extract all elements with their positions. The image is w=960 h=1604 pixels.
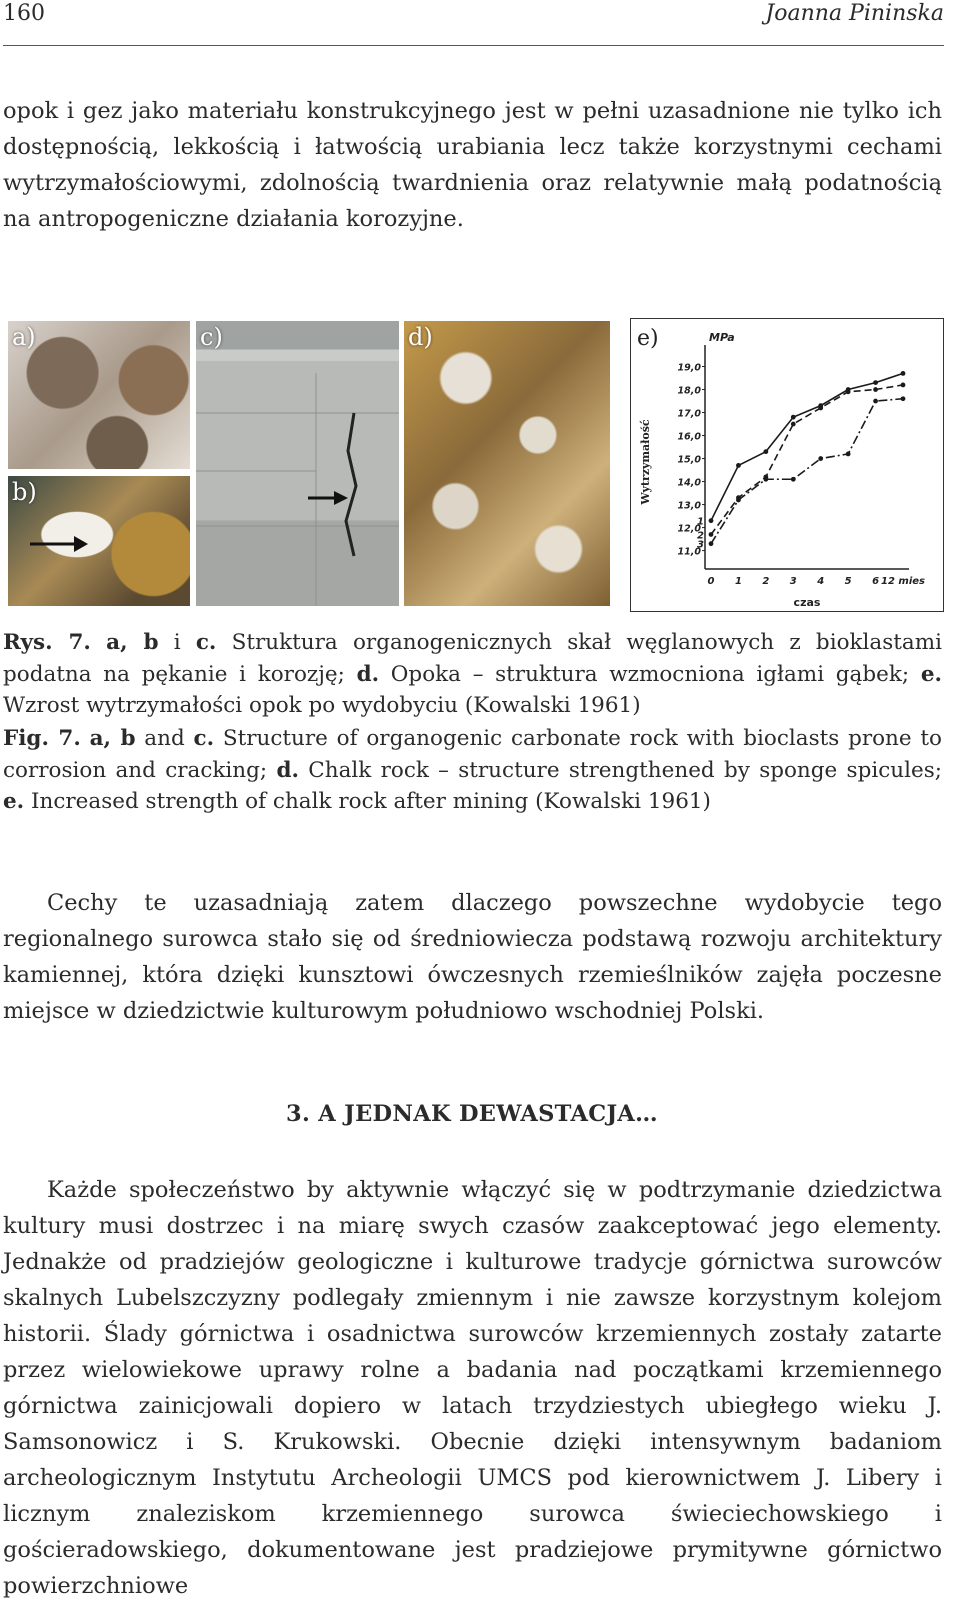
y-tick-label: 11,0 [677,546,701,558]
series-label-1: 1 [697,516,704,528]
photo-panel-d [404,321,610,606]
data-point [846,389,851,394]
y-tick-label: 18,0 [677,385,701,397]
caption-en-text1: Structure of organogenic carbonate rock with bioclasts prone to corrosion and cracking; [3,726,942,783]
x-tick-label: 4 [817,576,825,587]
data-point [791,477,796,482]
body-paragraph-1: opok i gez jako materiału konstrukcyjnego jest w pełni uzasadnione nie tylko ich dostępnością, lekkością i łatwością urabiania lecz także korzystnymi cechami wytrzymałościowymi, zdolnością twardnienia oraz relatywnie małą podatnością na antropogeniczne działania korozyjne. [3,98,942,232]
caption-polish [3,627,942,722]
data-point [818,456,823,461]
x-tick-label: 1 [734,576,742,587]
data-point [873,399,878,404]
caption-pl-fig-number: Rys. 7. [3,630,91,655]
photo-panel-b [8,476,190,606]
data-point [709,541,714,546]
caption-pl-d: d. [356,661,380,687]
x-axis-label: czas [793,596,821,609]
panel-label-c: c) [200,323,223,351]
x-tick-label: 3 [789,576,797,587]
chart-panel-e [630,318,944,612]
x-tick-label: 6 [872,576,880,587]
body-paragraph-3-text: Każde społeczeństwo by aktywnie włączyć się w podtrzymanie dziedzictwa kultury musi dostrzec i na miarę swych czasów zaakceptować jego elementy. Jednakże od pradziejów geologiczne i kulturowe tradycje górnictwa surowców skalnych Lubelszczyzny podlegały zmiennym i nie zawsze korzystnym kolejom historii. Ślady górnictwa i osadnictwa surowców krzemiennych zostały zatarte przez wielowiekowe uprawy rolne a badania nad początkami krzemiennego górnictwa zainicjowali dopiero w latach trzydziestych ubiegłego wieku J. Samsonowicz i S. Krukowski. Obecnie dzięki intensywnym badaniom archeologicznym Instytutu Archeologii UMCS pod kierownictwem J. Libery i licznym znaleziskom krzemiennego surowca świeciechowskiego i gościeradowskiego, dokumentowane jest pradziejowe prymitywne górnictwo powierzchniowe [3,1177,942,1599]
y-tick-label: 15,0 [677,454,701,466]
y-tick-label: 17,0 [677,408,701,420]
y-tick-label: 16,0 [677,431,701,443]
x-tick-label: 5 [844,576,852,587]
caption-english [3,723,942,818]
caption-pl-ab: a, b [106,630,159,655]
y-axis-label: Wytrzymałość [639,419,652,505]
x-tick-label: 12 mies [881,576,925,587]
panel-label-e: e) [637,326,659,351]
series-line-3 [711,399,903,544]
photo-panel-a [8,321,190,469]
series-line-2 [711,385,903,535]
body-paragraph-2-text: Cechy te uzasadniają zatem dlaczego powszechne wydobycie tego regionalnego surowca stało się od średniowiecza podstawą rozwoju architektury kamiennej, która dzięki kunsztowi ówczesnych rzemieślników zajęła poczesne miejsce w dziedzictwie kulturowym południowo wschodniej Polski. [3,890,942,1024]
y-tick-label: 12,0 [677,523,701,535]
caption-en-text3: Increased strength of chalk rock after mining (Kowalski 1961) [24,789,711,814]
photo-panel-c [196,321,399,606]
data-point [709,532,714,537]
panel-label-d: d) [408,323,433,351]
running-header [0,0,944,40]
x-tick-label: 0 [707,576,715,587]
figure-7 [3,318,944,618]
y-tick-label: 13,0 [677,500,701,512]
data-point [901,396,906,401]
caption-en-d: d. [276,757,299,783]
series-label-2: 2 [697,530,704,542]
data-point [901,371,906,376]
data-point [736,463,741,468]
caption-en-conj: and [135,726,194,751]
series-label-3: 3 [697,539,704,551]
body-paragraph-2 [3,885,942,1029]
data-point [736,498,741,503]
caption-en-c: c. [193,726,215,751]
data-point [763,477,768,482]
data-point [791,422,796,427]
caption-pl-text1: Struktura organogenicznych skał węglanowych z bioklastami podatna na pękanie i korozję; [3,630,942,687]
data-point [846,452,851,457]
page-number: 160 [3,1,45,26]
crack-arrow-icon [196,321,399,606]
caption-en-text2: Chalk rock – structure strengthened by sponge spicules; [298,757,942,783]
caption-en-e: e. [3,789,25,814]
data-point [873,387,878,392]
caption-pl-e: e. [920,661,942,687]
data-point [763,449,768,454]
running-author: Joanna Pininska [765,1,944,26]
data-point [709,518,714,523]
data-point [818,406,823,411]
data-point [901,383,906,388]
caption-pl-conj: i [158,630,196,655]
header-rule [3,45,944,46]
data-point [791,415,796,420]
data-point [873,380,878,385]
strength-line-chart [631,319,943,611]
section-heading: 3. A JEDNAK DEWASTACJA… [286,1101,658,1127]
caption-pl-text2: Opoka – struktura wzmocniona igłami gąbek; [379,661,921,687]
caption-en-fig-number: Fig. 7. [3,726,81,751]
caption-pl-c: c. [195,630,217,655]
caption-pl-text3: Wzrost wytrzymałości opok po wydobyciu (Kowalski 1961) [3,693,641,718]
x-tick-label: 2 [762,576,770,587]
y-tick-label: 14,0 [677,477,701,489]
panel-label-a: a) [12,323,36,351]
y-tick-label: 19,0 [677,362,701,374]
y-unit-label: MPa [709,331,735,344]
body-paragraph-3 [3,1172,942,1604]
panel-label-b: b) [12,478,37,506]
caption-en-ab: a, b [89,726,136,751]
